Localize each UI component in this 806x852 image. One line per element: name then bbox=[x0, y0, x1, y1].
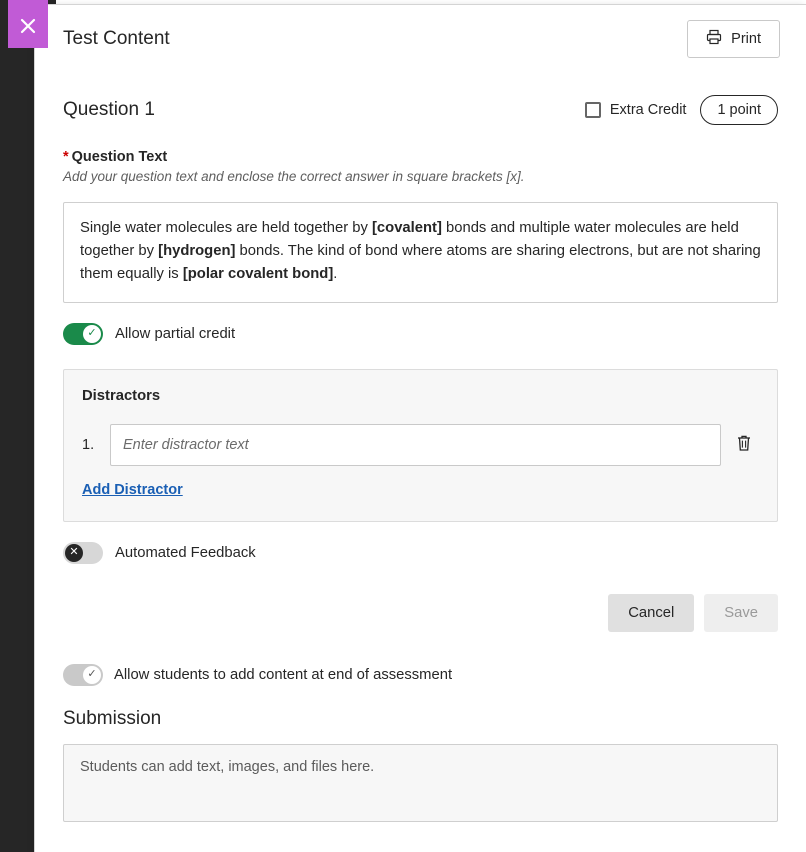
close-icon bbox=[18, 16, 38, 36]
required-marker: * bbox=[63, 149, 69, 165]
extra-credit-label: Extra Credit bbox=[609, 102, 687, 118]
allow-students-label: Allow students to add content at end of assessment bbox=[114, 666, 453, 683]
printer-icon bbox=[706, 29, 722, 49]
distractor-index: 1. bbox=[82, 436, 95, 453]
test-content-panel bbox=[34, 4, 806, 852]
automated-feedback-row bbox=[63, 542, 778, 564]
checkbox-box-icon bbox=[585, 102, 601, 118]
panel-header bbox=[35, 5, 806, 73]
toggle-knob-check-icon: ✓ bbox=[83, 325, 101, 343]
extra-credit-checkbox[interactable] bbox=[585, 102, 687, 118]
question-title: Question 1 bbox=[63, 99, 155, 120]
form-actions bbox=[63, 594, 778, 632]
allow-students-toggle[interactable] bbox=[63, 664, 103, 686]
question-header-row bbox=[63, 95, 778, 125]
distractor-row bbox=[82, 424, 757, 466]
points-value[interactable]: 1 point bbox=[700, 95, 778, 125]
question-text-editor[interactable]: Single water molecules are held together by [covalent] bonds and multiple water molecules are held together by [hydrogen] bonds. The kind of bond where atoms are sharing electrons, but are not sharing them equally is [polar covalent bond]. bbox=[63, 202, 778, 303]
save-button[interactable]: Save bbox=[704, 594, 778, 632]
cancel-button[interactable]: Cancel bbox=[608, 594, 694, 632]
add-distractor-link[interactable]: Add Distractor bbox=[82, 481, 183, 498]
allow-students-row bbox=[63, 664, 778, 686]
allow-partial-credit-label: Allow partial credit bbox=[115, 325, 236, 342]
allow-partial-credit-row bbox=[63, 323, 778, 345]
submission-placeholder-area[interactable] bbox=[63, 744, 778, 822]
automated-feedback-label: Automated Feedback bbox=[115, 544, 256, 561]
submission-placeholder-text: Students can add text, images, and files here. bbox=[80, 758, 375, 775]
automated-feedback-toggle[interactable] bbox=[63, 542, 103, 564]
question-text-help: Add your question text and enclose the correct answer in square brackets [x]. bbox=[63, 169, 525, 184]
question-text-label-text: Question Text bbox=[71, 149, 168, 165]
delete-distractor-button[interactable] bbox=[731, 430, 757, 460]
submission-title: Submission bbox=[63, 707, 162, 729]
print-button[interactable] bbox=[687, 20, 780, 58]
panel-content bbox=[35, 95, 806, 822]
question-header-controls bbox=[585, 95, 778, 125]
trash-icon bbox=[736, 434, 752, 455]
page-title: Test Content bbox=[63, 28, 170, 49]
distractors-section bbox=[63, 369, 778, 522]
close-panel-button[interactable] bbox=[8, 0, 48, 48]
print-button-label: Print bbox=[731, 31, 761, 47]
question-text-label bbox=[63, 149, 778, 165]
distractor-input[interactable] bbox=[110, 424, 721, 466]
allow-partial-credit-toggle[interactable] bbox=[63, 323, 103, 345]
toggle-knob-check-icon: ✓ bbox=[83, 666, 101, 684]
distractors-title: Distractors bbox=[82, 387, 161, 404]
toggle-knob-x-icon: ✕ bbox=[65, 544, 83, 562]
